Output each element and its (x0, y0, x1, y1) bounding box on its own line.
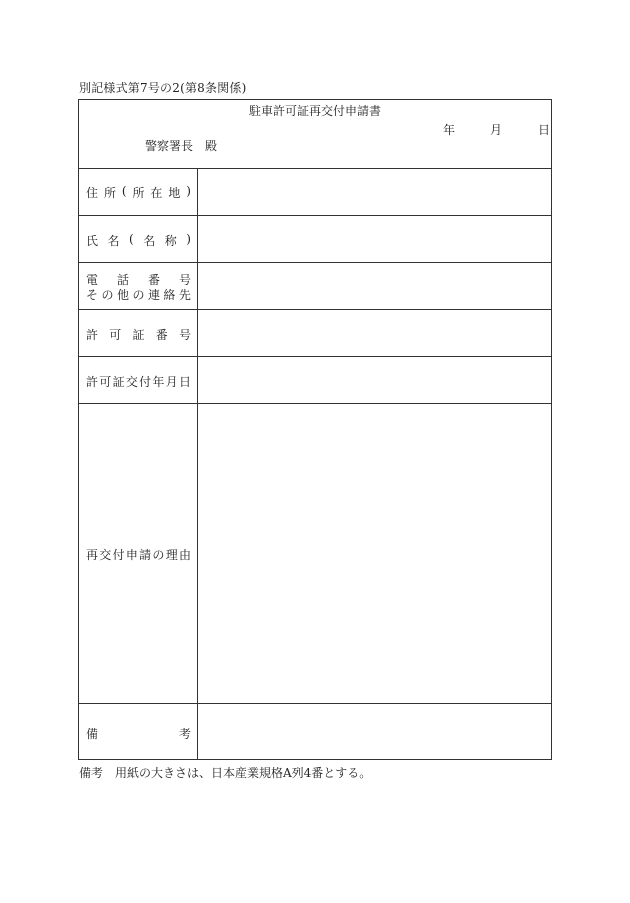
reason-label-cell (79, 404, 198, 703)
phone-label-cell (79, 263, 198, 309)
address-label-cell (79, 168, 198, 215)
form-header (79, 100, 551, 169)
permit-number-field[interactable] (198, 310, 551, 356)
application-form (78, 99, 552, 760)
permit-number-label-cell (79, 310, 198, 356)
name-label-cell (79, 216, 198, 262)
issue-date-label: 許 可 証 交 付 年 月 日 (86, 375, 191, 389)
date-year-label: 年 (443, 123, 456, 137)
row-name (79, 216, 551, 263)
remarks-field[interactable] (198, 704, 551, 759)
row-reason (79, 404, 551, 704)
row-remarks (79, 704, 551, 759)
issue-date-label-cell (79, 357, 198, 403)
name-label: 氏 名 ( 名 称 ) (86, 232, 191, 248)
phone-label: 電 話 番 号 (86, 273, 191, 287)
address-field[interactable] (198, 168, 551, 215)
row-permit-number (79, 310, 551, 357)
row-issue-date (79, 357, 551, 404)
date-month-label: 月 (490, 123, 503, 137)
remarks-label: 備 考 (86, 727, 191, 741)
phone-field[interactable] (198, 263, 551, 309)
issue-date-field[interactable] (198, 357, 551, 403)
address-label: 住 所 ( 所 在 地 ) (86, 184, 191, 200)
name-field[interactable] (198, 216, 551, 262)
remarks-label-cell (79, 704, 198, 759)
form-caption: 別記様式第7号の2(第8条関係) (79, 81, 247, 95)
reason-label: 再 交 付 申 請 の 理 由 (86, 548, 191, 562)
form-title: 駐車許可証再交付申請書 (248, 104, 381, 118)
size-footnote: 備考 用紙の大きさは、日本産業規格A列4番とする。 (79, 766, 372, 780)
date-day-label: 日 (538, 123, 551, 137)
reason-field[interactable] (198, 404, 551, 703)
row-phone (79, 263, 551, 310)
other-contact-label: そ の 他 の 連 絡 先 (86, 288, 191, 302)
recipient-line: 警察署長 殿 (145, 139, 218, 153)
row-address (79, 168, 551, 216)
permit-number-label: 許 可 証 番 号 (86, 328, 191, 342)
